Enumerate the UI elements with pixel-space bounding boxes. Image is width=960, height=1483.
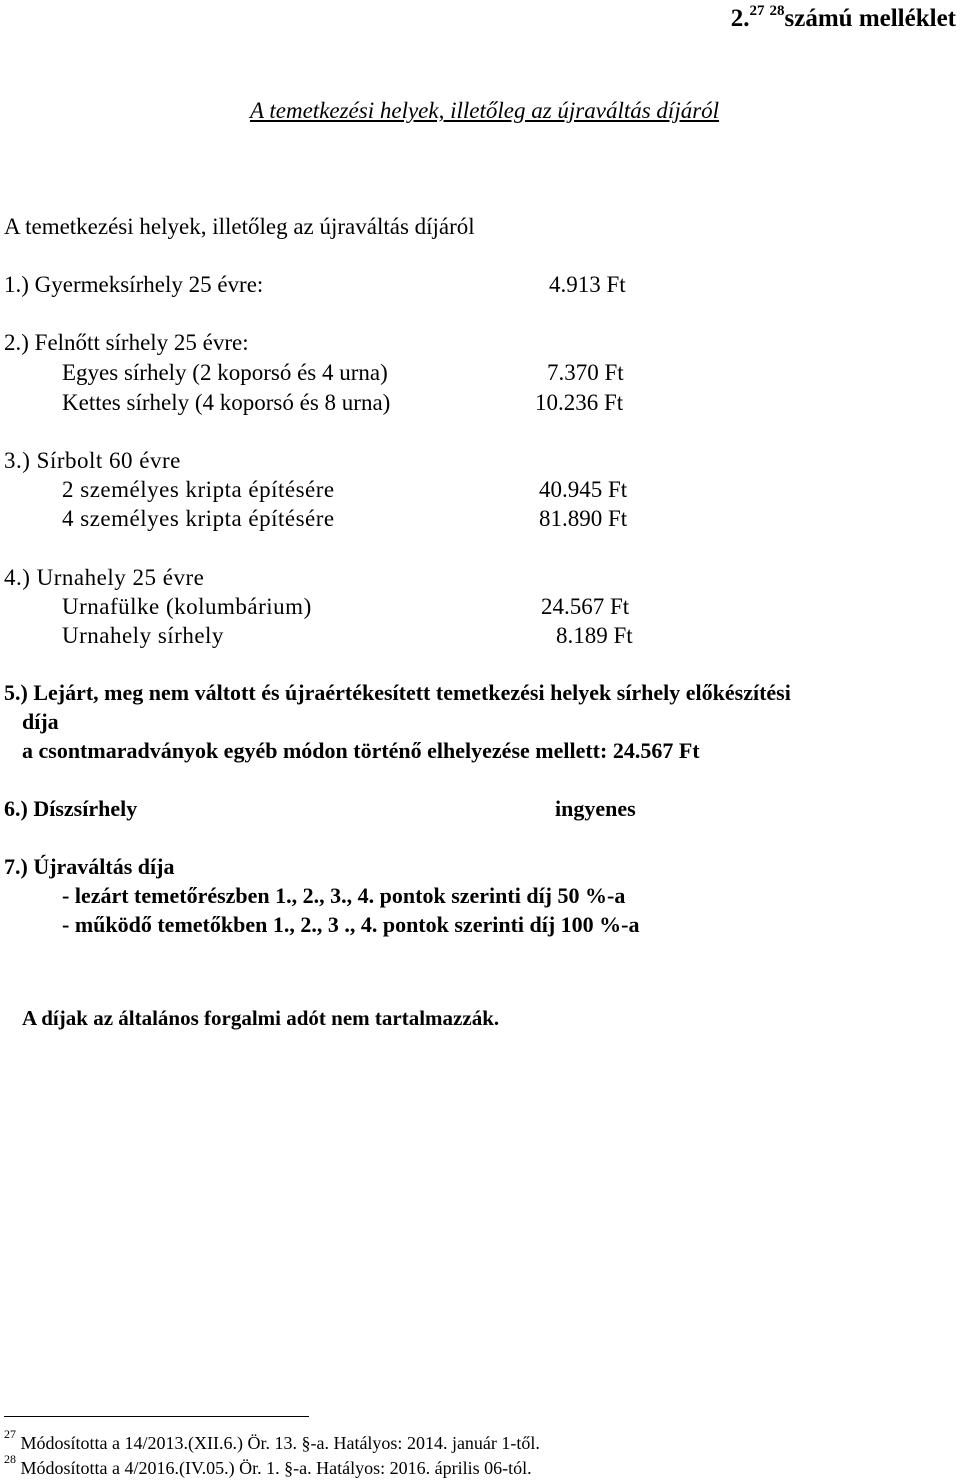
item-3-label: 3.) Sírbolt 60 évre	[4, 448, 181, 473]
item-1-price: 4.913 Ft	[549, 272, 626, 297]
footnote-27-number: 27	[4, 1427, 16, 1441]
footnote-27	[4, 1427, 540, 1453]
item-5-line1: 5.) Lejárt, meg nem váltott és újraértékesített temetkezési helyek sírhely előkészítési	[4, 680, 791, 705]
item-4-label: 4.) Urnahely 25 évre	[4, 565, 205, 590]
annex-heading	[730, 3, 956, 32]
footnote-ref-28: 28	[769, 3, 785, 19]
item-6-label: 6.) Díszsírhely	[4, 796, 138, 821]
footnote-separator	[4, 1416, 309, 1417]
item-4-sub2-price: 8.189 Ft	[556, 623, 633, 648]
item-4-sub1-label: Urnafülke (kolumbárium)	[62, 594, 312, 619]
item-3-sub1-price: 40.945 Ft	[539, 477, 628, 502]
footnote-28	[4, 1452, 532, 1478]
item-7-sub2: - működő temetőkben 1., 2., 3 ., 4. pontok szerinti díj 100 %-a	[62, 912, 640, 937]
item-2-sub2-price: 10.236 Ft	[535, 390, 624, 415]
item-7-sub1: - lezárt temetőrészben 1., 2., 3., 4. pontok szerinti díj 50 %-a	[62, 883, 626, 908]
annex-label: számú melléklet	[784, 5, 956, 32]
item-4-sub1-price: 24.567 Ft	[541, 594, 630, 619]
footnote-28-text: Módosította a 4/2016.(IV.05.) Ör. 1. §-a. Hatályos: 2016. április 06-tól.	[20, 1458, 532, 1478]
item-1-label: 1.) Gyermeksírhely 25 évre:	[4, 272, 264, 297]
item-3-sub2-label: 4 személyes kripta építésére	[62, 506, 335, 531]
item-2-label: 2.) Felnőtt sírhely 25 évre:	[4, 330, 249, 355]
subtitle: A temetkezési helyek, illetőleg az újraváltás díjáról	[4, 214, 475, 239]
annex-number: 2.	[730, 5, 750, 32]
footnote-27-text: Módosította a 14/2013.(XII.6.) Ör. 13. §-a. Hatályos: 2014. január 1-től.	[20, 1433, 540, 1453]
item-3-sub1-label: 2 személyes kripta építésére	[62, 477, 335, 502]
item-2-sub2-label: Kettes sírhely (4 koporsó és 8 urna)	[62, 390, 391, 415]
item-5-line3: a csontmaradványok egyéb módon történő elhelyezése mellett: 24.567 Ft	[22, 738, 700, 763]
vat-note: A díjak az általános forgalmi adót nem tartalmazzák.	[22, 1006, 500, 1030]
italic-title: A temetkezési helyek, illetőleg az újraváltás díjáról	[250, 98, 720, 123]
item-5-line2: díja	[22, 709, 59, 734]
footnote-28-number: 28	[4, 1452, 16, 1466]
item-4-sub2-label: Urnahely sírhely	[62, 623, 224, 648]
item-6-price: ingyenes	[555, 796, 636, 821]
item-3-sub2-price: 81.890 Ft	[539, 506, 628, 531]
footnote-ref-27: 27	[749, 3, 765, 19]
item-7-label: 7.) Újraváltás díja	[4, 854, 175, 879]
item-2-sub1-label: Egyes sírhely (2 koporsó és 4 urna)	[62, 360, 388, 385]
item-2-sub1-price: 7.370 Ft	[547, 360, 624, 385]
